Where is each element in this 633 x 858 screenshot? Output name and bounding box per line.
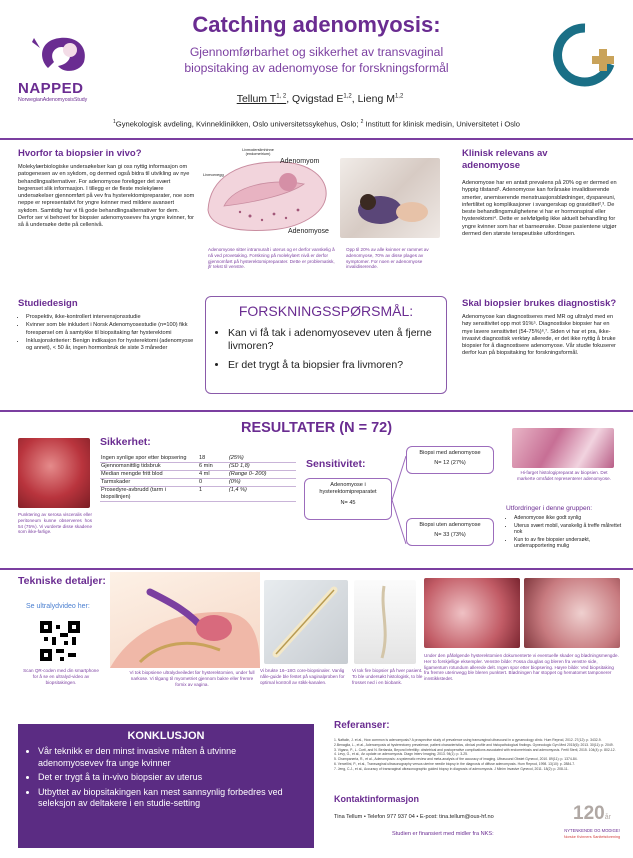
clinical-title-line-2: adenomyose: [462, 160, 521, 171]
sens-center-line-3: N= 45: [340, 500, 356, 506]
author-3: Lieng M$^{1,2}$: [357, 93, 404, 105]
table-row: Median mengde fritt blod 4 ml (Range 0- 200): [100, 471, 296, 479]
laparoscopy-photo-left: [424, 578, 520, 648]
challenge-item: • Uterus svært mobil, vanskelig å treffe målrettet nok: [514, 523, 628, 536]
design-item: • Kvinner som ble inkludert i Norsk Adenomyosestudie (n=100) fikk forespørsel om å samtykke til biopsitaking før hysterektomi: [26, 322, 198, 337]
label-adenomyose: Adenomyose: [288, 228, 329, 235]
contact-line: Tina Tellum • Telefon 977 937 04 • E-post: tina.tellum@ous-hf.no: [334, 814, 494, 820]
biopsy-core-icon: [354, 580, 416, 664]
logo-subtext: NorwegianAdenomyosisStudy: [18, 97, 88, 103]
qr-code[interactable]: [40, 621, 80, 661]
conclusion-item: • Det er trygt å ta in-vivo biopsier av uterus: [38, 772, 304, 784]
ous-logo: [552, 22, 618, 88]
uterus-surgery-photo: [18, 438, 90, 508]
design-title: Studiedesign: [18, 298, 78, 309]
references-list: [334, 738, 624, 772]
design-list: [18, 314, 198, 353]
safety-title: Sikkerhet:: [100, 436, 151, 448]
design-item: • Inklusjonskriterier: Benign indikasjon for hysterektomi (adenomyose og annet), < 50 år, ingen hormonbruk de siste 3 måneder: [26, 338, 198, 353]
conclusion-item: • Vår teknikk er den minst invasive måten å utvinne adenomyosevev fra unge kvinner: [38, 746, 304, 769]
sens-center-line-2: hysterektomipreparatet: [319, 489, 377, 495]
sens-pos-line-1: Biopsi med adenomyose: [419, 450, 481, 456]
technical-divider: [0, 568, 633, 570]
label-endometrium: Livmoderslimhinne (endometrium): [242, 148, 274, 157]
sensitivity-center-box: [304, 478, 392, 520]
reference-item: 6. Vercellini, P., et al., Transvaginal ultrasonography versus uterine needle biopsy in the diagnosis of diffuse adenomyosis. Hum Reprod, 1998. 13(10): p. 2884-7.: [334, 761, 576, 766]
label-livmorvegg: Livmorvegg: [203, 172, 224, 177]
uterus-diagram: [200, 148, 335, 240]
results-title: RESULTATER (N = 72): [240, 420, 393, 436]
reference-item: 4. Levy, G., et al., An update on adenomyosis. Diagn Interv Imaging, 2013. 94(1): p. 3-25.: [334, 752, 468, 757]
ultrasound-illustration: [110, 572, 260, 668]
affiliations: $^1$Gynekologisk avdeling, Kvinneklinikken, Oslo universitetssykehus, Oslo; $^2$ Institutt for klinisk medisin, Universitetet i Oslo: [113, 119, 520, 129]
woman-figure-icon: [340, 158, 440, 238]
research-question-2: • Er det trygt å ta biopsier fra livmoren?: [228, 359, 436, 372]
logo-text: NAPPED: [18, 80, 84, 97]
diagram-caption-left: Adenomyose sitter intramuralt i uterus og er derfor vanskelig å nå ved provetaking. Forskning på molekylært nivå er derfor gjennomført på hysterektomipreparater. Dette er problematisk, jfr tekst til venstre.: [208, 247, 335, 270]
conclusion-item: • Utbyttet av biopsitakingen kan mest sannsynlig forbedres ved seleksjon av deltakere i en studie-setting: [38, 787, 304, 810]
sens-center-line-1: Adenomyose i: [330, 482, 366, 488]
reference-item: 3. Vigano, P., L. Corti, and N. Berlanda, Beyond infertility: obstetrical and postoperative complications associated with endometriosis and adenomyosis. Fertil Steril, 2015. 104(4): p. 802-12.: [334, 747, 616, 752]
challenge-item: • Adenomyose ikke godt synlig: [514, 515, 628, 522]
needle-photo: [264, 580, 348, 664]
design-item: • Prospektiv, ikke-kontrollert intervensjonsstudie: [26, 314, 198, 321]
authors: Tellum T$^{1, 2}$, Qvigstad E$^{1,2}$, Lieng M$^{1,2}$: [236, 93, 404, 105]
reference-item: 2.Benaglia, L., et al., Adenomyosis at hysterectomy prevalence, patient characteristics, clinical profile and histopathological findings. Gynecologic Gyn Med 2015(6): 2013. 30(11): p. 2049.: [334, 742, 614, 747]
clinical-title-line-1: Klinisk relevans av: [462, 148, 548, 159]
laparoscopy-photo-right: [524, 578, 620, 648]
surgery-photo-caption: Punktering av serosa visceralis eller peritoneum kunne observeres hos 54 (75%). Vi vurderte disse skadene som ikke-farlige.: [18, 512, 92, 535]
challenges: [506, 505, 628, 551]
diagnostic-text: Adenomyose kan diagnostiseres med MR og ultralyd med en høy sensitivitet opp mot 91%⁵. Diagnostiske biopsier har en mye lavere sensitivitet (54-75%)⁶‚⁷. Siden vi har et pra, ikke-invasivt diagnostisk verktøy allerede, er det ikke nyttig å bruke biopsier for å diagnostisere adenomyose. Vår studie fokuserer derfor kun på biopsitaking for forskningsformål.: [462, 314, 616, 357]
clinical-text: Adenomyose har en antatt prevalens på 20% og er dermed en hyppig tilstand¹. Adenomyose kan forårsake invalidiserende smerter, anemiserende menstruasjonsblødninger, dyspareuni, infertilitet og komplikasjoner i svangerskap og graviditet²‚³. De beste behandlingsmulighetene vi har er hormonspiral eller hysterektomi⁴. Dette er selvfølgelig ikke aktuelt behandling for yngre kvinner som har et barneønske. Disse pasientene utgjør dermed den største terapeutiske utfordringen.: [462, 180, 617, 238]
sensitivity-positive-box: [406, 446, 494, 474]
contact-title: Kontaktinformasjon: [334, 794, 420, 804]
nks-year: år: [604, 814, 611, 821]
table-row: Prosedyre-avbrudd (tarm i biopsilinjen) 1 (1,4 %): [100, 487, 296, 502]
reference-item: 1. Naftalin, J. et al., How common is adenomyosis? A prospective study of prevalence using transvaginal ultrasound in a gynaecology clinic. Hum Reprod, 2012. 27(12): p. 3432-9.: [334, 738, 602, 742]
woman-pain-photo: [340, 158, 440, 238]
research-question-1: • Kan vi få tak i adenomyosevev uten å fjerne livmoren?: [228, 327, 436, 353]
research-questions-box: [205, 296, 447, 394]
histology-caption: Hi-farget histologipreparat av biopsien. Det markerte området representerer adenomyose.: [517, 470, 611, 481]
results-divider: [0, 410, 633, 412]
subtitle-line-1: Gjennomførbarhet og sikkerhet av transvaginal: [189, 45, 444, 59]
sens-neg-line-1: Biopsi uten adenomyose: [419, 522, 481, 528]
sens-neg-line-2: N= 33 (73%): [434, 532, 466, 538]
research-title: FORSKNINGSSPØRSMÅL:: [238, 303, 414, 319]
probe-anatomy-icon: [110, 572, 260, 668]
challenges-title: Utfordringer i denne gruppen:: [506, 505, 593, 512]
subtitle-line-2: biopsitaking av adenomyose for forskningsformål: [184, 61, 449, 75]
needle-caption: Vi brukte 16–18G core-biopsinaler. Vanlig nåle-guide ble festet på vaginalproben for optimal kontroll av stikk-kanalen.: [260, 668, 345, 685]
tissue-caption: Vi tok fire biopsier på hver pasient. To ble undersøkt histologisk, to ble frosset ned i en biobank.: [352, 668, 423, 685]
diagram-caption-right: Opp til 20% av alle kvinner er rammet av adenomyose, 70% av disse plages av symptomer. For noen er adenomyose invalidiserende.: [346, 247, 429, 270]
ultrasound-caption: Vi tok biopsiene ultralydveiledet før hysterektomien, under full narkose. Vi tilgang til myometriet gjennom bakre eller fremre fornix av vagina.: [129, 670, 255, 687]
ous-logo-icon: [552, 22, 618, 88]
nks-name: Norske Kvinners Sanitetsforening: [563, 835, 621, 839]
author-2: Qvigstad E$^{1,2}$: [292, 93, 352, 105]
table-row: Gjennomsnittlig tidsbruk 6 min (SD 1,8): [100, 463, 296, 471]
sensitivity-title: Sensitivitet:: [306, 458, 366, 470]
why-title: Hvorfor ta biopsier in vivo?: [18, 148, 142, 159]
safety-table: [100, 455, 296, 502]
sensitivity-negative-box: [406, 518, 494, 546]
header-divider: [0, 138, 633, 140]
reference-item: 5. Champaneria, R., et al., Adenomyosis: a systematic review and meta-analysis of the accuracy of imaging. Ultrasound Obstet Gynecol, 2010. 89(11): p. 1374-84.: [334, 757, 578, 762]
reference-item: 7. Jeng, C.J., et al., Accuracy of transvaginal ultrasonographic guided biopsy in diagnosis of adenomyosis. J Minim Invasive Gynecol, 2011. 18(2): p. 208-11.: [334, 766, 569, 771]
nks-logo: [556, 804, 628, 848]
technical-title: Tekniske detaljer:: [18, 575, 106, 587]
why-text: Molekylærbiologiske undersøkelser kan gi oss nyttig informasjon om patogenesen av en sykdom, og dermed også bidra til utvikling av nye behandlingsalternativer. For adenomyose foreligger det svært begrenset slik informasjon. I tillegg er de fleste molekylære undersøkelser gjennomført på vev fra hysterektomipreparater, noe som neppe er representativt for yngre kvinner med mildere avansert sykdom. Samtidig har vi få gode behandlingsalternativer for dem. Derfor ser vi behovet for biopsier adenomyosevev fra yngre kvinner, for så å undersøke dette på cellenivå.: [18, 164, 195, 229]
sens-pos-line-2: N= 12 (27%): [434, 460, 466, 466]
histology-photo: [512, 428, 614, 468]
nks-tagline: NYTENKENDE OG MODIGE!: [564, 828, 620, 833]
qr-caption: Scan QR-coden med din smartphone for å se en ultralyd-video av biopsitakingen.: [23, 668, 99, 685]
diagnostic-title: Skal biopsier brukes diagnostisk?: [462, 298, 617, 309]
page-title: Catching adenomyosis:: [192, 12, 441, 37]
funding-text: Studien er finansiert med midler fra NKS:: [392, 831, 494, 837]
nks-number: 120: [573, 803, 605, 824]
table-row: Ingen synlige spor etter biopsering 18 (25%): [100, 455, 296, 463]
conclusion-box: [18, 724, 314, 848]
label-adenomyom: Adenomyom: [280, 158, 320, 165]
page-subtitle: [140, 44, 493, 76]
table-row: Tarmskader 0 (0%): [100, 479, 296, 487]
clinical-title: [462, 148, 622, 172]
conclusion-title: KONKLUSJON: [127, 730, 205, 742]
needle-icon: [264, 580, 348, 664]
video-label: Se ultralydvideo her:: [26, 603, 90, 610]
napped-logo: [18, 28, 128, 103]
tissue-photo: [354, 580, 416, 664]
qr-code-icon: [40, 621, 80, 661]
laparoscopy-caption: Under den påfølgende hysterektomien dokumenterte vi eventuelle skader og blødningsmengde. Her to forskjellige eksempler. Venstre bilde: Fossa douglas og bleren fra venstre side, ligamentum rotundum allerede delt. Ingen spor etter biopsering. Høyre bilde: Ved biopsitaking fra fremre uterinvegg ble bleren punktert. Blødningen har stoppet og hematomet tamponerer innstikkstedet.: [424, 653, 619, 682]
author-1: Tellum T$^{1, 2}$: [236, 93, 287, 105]
references-title: Referanser:: [334, 720, 390, 731]
challenge-item: • Kun to av fire biopsier undersøkt, underrapportering mulig: [514, 537, 628, 550]
napped-emblem-icon: [18, 28, 128, 76]
